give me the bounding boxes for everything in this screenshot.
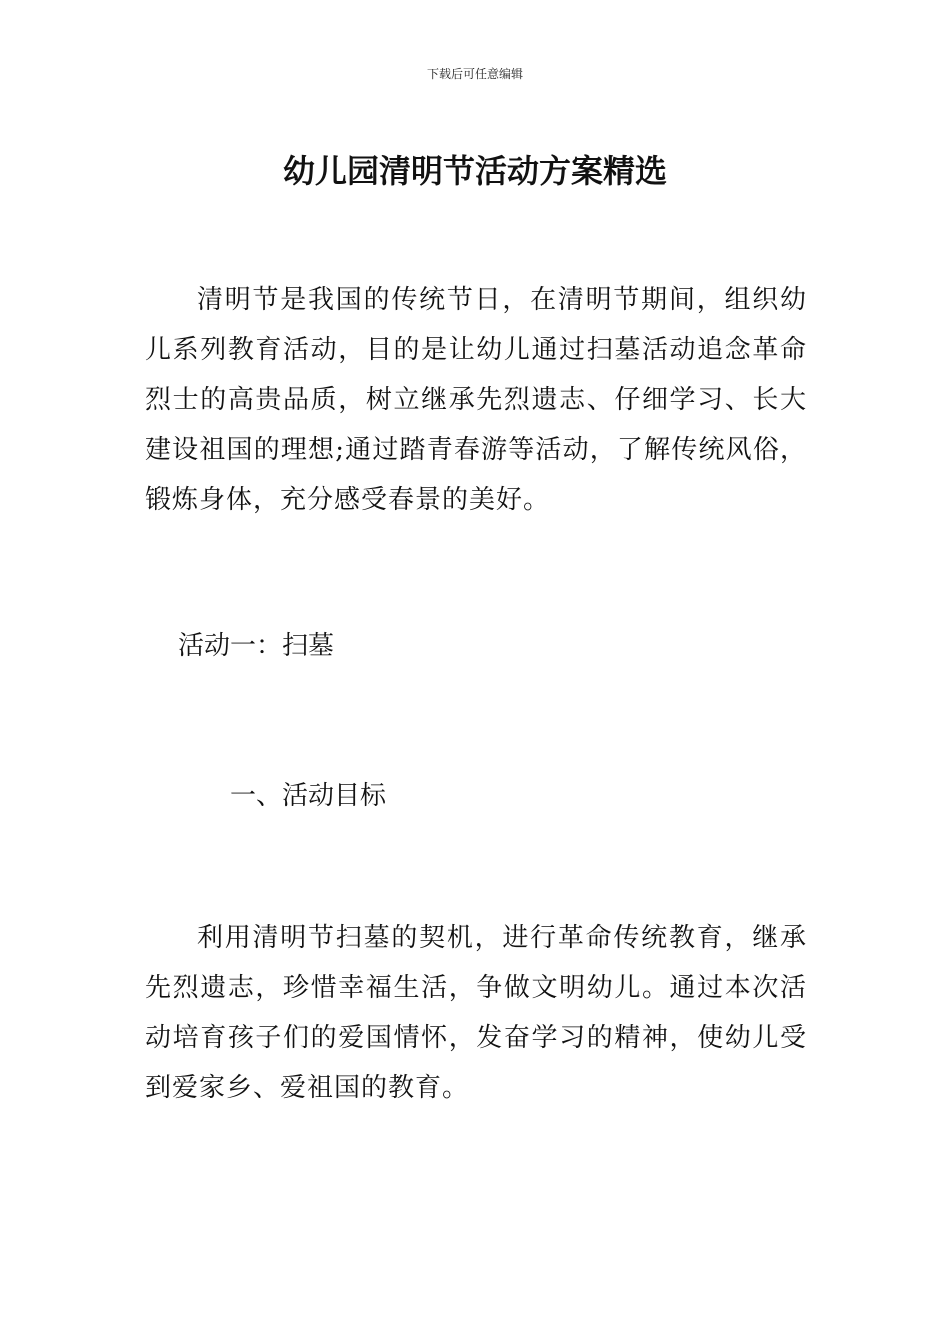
header-note: 下载后可任意编辑	[426, 67, 523, 81]
document-title: 幼儿园清明节活动方案精选	[282, 152, 667, 191]
intro-paragraph: 清明节是我国的传统节日，在清明节期间，组织幼儿系列教育活动，目的是让幼儿通过扫墓活动追念革命烈士的高贵品质，树立继承先烈遗志、仔细学习、长大建设祖国的理想;通过踏青春游等活动，了解传统风俗，锻炼身体，充分感受春景的美好。	[145, 285, 807, 515]
goal-paragraph: 利用清明节扫墓的契机，进行革命传统教育，继承先烈遗志，珍惜幸福生活，争做文明幼儿。通过本次活动培育孩子们的爱国情怀，发奋学习的精神，使幼儿受到爱家乡、爱祖国的教育。	[145, 923, 807, 1103]
activity-heading: 活动一：扫墓	[178, 631, 335, 661]
section-heading: 一、活动目标	[230, 781, 387, 811]
